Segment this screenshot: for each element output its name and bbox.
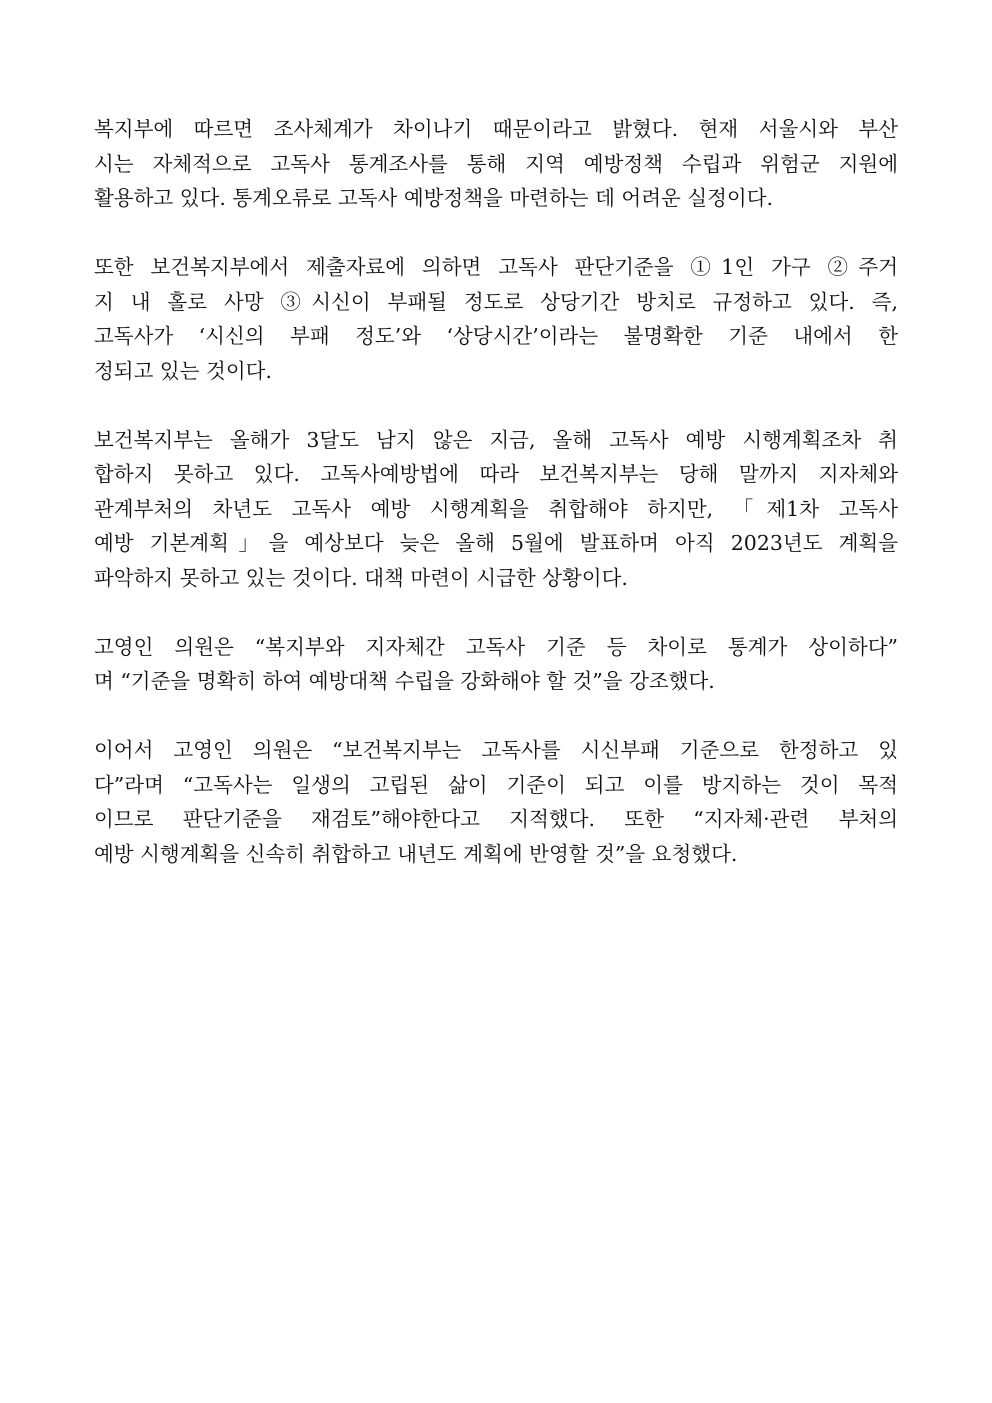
text-line: 고영인 의원은 “복지부와 지자체간 고독사 기준 등 차이로 통계가 상이하다” <box>94 634 898 659</box>
paragraph-1 <box>94 112 898 216</box>
text-line: 예방 기본계획」을 예상보다 늦은 올해 5월에 발표하며 아직 2023년도 계획을 <box>94 531 898 555</box>
text-line: 고독사가 ‘시신의 부패 정도’와 ‘상당시간’이라는 불명확한 기준 내에서 한 <box>94 324 898 348</box>
paragraph-4 <box>94 630 898 699</box>
text-line: 정되고 있는 것이다. <box>94 358 272 383</box>
text-line: 지 내 홀로 사망 ③시신이 부패될 정도로 상당기간 방치로 규정하고 있다. 즉, <box>94 289 898 314</box>
article-body <box>94 112 898 906</box>
text-line: 다”라며 “고독사는 일생의 고립된 삶이 기준이 되고 이를 방지하는 것이 목적 <box>94 772 898 797</box>
text-line: 복지부에 따르면 조사체계가 차이나기 때문이라고 밝혔다. 현재 서울시와 부산 <box>94 117 898 141</box>
text-line: 관계부처의 차년도 고독사 예방 시행계획을 취합해야 하지만, 「제1차 고독사 <box>94 496 898 521</box>
paragraph-5 <box>94 733 898 871</box>
text-line: 또한 보건복지부에서 제출자료에 의하면 고독사 판단기준을 ①1인 가구 ②주거 <box>94 255 898 279</box>
text-line: 활용하고 있다. 통계오류로 고독사 예방정책을 마련하는 데 어려운 실정이다. <box>94 186 774 210</box>
text-line: 보건복지부는 올해가 3달도 남지 않은 지금, 올해 고독사 예방 시행계획조차 취 <box>94 427 898 452</box>
text-line: 예방 시행계획을 신속히 취합하고 내년도 계획에 반영할 것”을 요청했다. <box>94 841 738 866</box>
text-line: 시는 자체적으로 고독사 통계조사를 통해 지역 예방정책 수립과 위험군 지원에 <box>94 151 898 176</box>
text-line: 며 “기준을 명확히 하여 예방대책 수립을 강화해야 할 것”을 강조했다. <box>94 669 715 693</box>
text-line: 파악하지 못하고 있는 것이다. 대책 마련이 시급한 상황이다. <box>94 565 628 590</box>
text-line: 이어서 고영인 의원은 “보건복지부는 고독사를 시신부패 기준으로 한정하고 있 <box>94 738 898 762</box>
paragraph-2 <box>94 250 898 388</box>
paragraph-3 <box>94 423 898 596</box>
text-line: 합하지 못하고 있다. 고독사예방법에 따라 보건복지부는 당해 말까지 지자체와 <box>94 462 898 486</box>
text-line: 이므로 판단기준을 재검토”해야한다고 지적했다. 또한 “지자체·관련 부처의 <box>94 807 898 831</box>
